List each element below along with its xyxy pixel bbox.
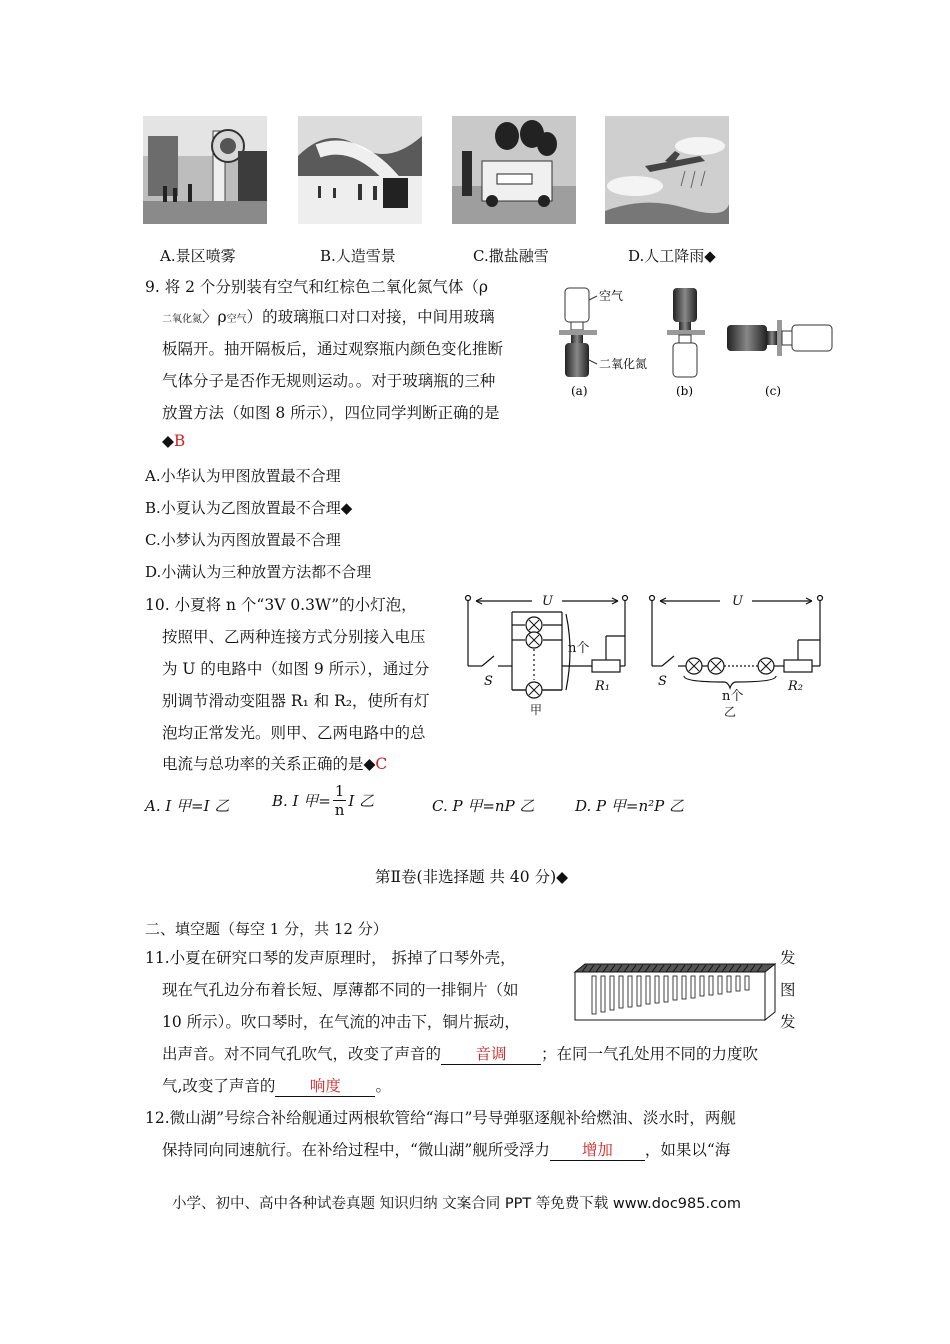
caption-d: D.人工降雨◆ (628, 247, 716, 265)
label-n-ge-jia: n个 (568, 641, 590, 656)
q11-blank-loudness: 响度 (275, 1074, 375, 1097)
fraction-denominator: n (334, 801, 345, 819)
q10-line-6 (162, 752, 387, 774)
rho-sub-air: 空气 (226, 314, 247, 325)
q11-line-1: 11.小夏在研究口琴的发声原理时， 拆掉了口琴外壳， (145, 949, 516, 967)
caption-b: B.人造雪景 (320, 247, 396, 265)
q11-right-1: 发 (780, 949, 796, 967)
label-s-jia: S (484, 674, 493, 689)
rho-sub-no2: 二氧化氮 (162, 314, 202, 325)
label-yi: 乙 (724, 705, 737, 718)
figure-9-circuits (462, 590, 832, 718)
label-u-jia: U (542, 594, 553, 609)
label-air: 空气 (599, 289, 624, 303)
q11-line-4-post: ；在同一气孔处用不同的力度吹 (541, 1045, 759, 1063)
label-no2: 二氧化氮 (599, 357, 648, 371)
q9-option-a: A.小华认为甲图放置最不合理 (145, 467, 341, 485)
panel-c: (c) (765, 384, 782, 398)
q10-option-a: A. I 甲=I 乙 (145, 797, 230, 815)
section2-title: 第Ⅱ卷(非选择题 共 40 分)◆ (375, 868, 569, 886)
q9-line-5: 放置方法（如图 8 所示），四位同学判断正确的是 (162, 404, 500, 422)
panel-b: (b) (676, 384, 694, 398)
photo-artificial-snow (298, 116, 422, 224)
label-n-ge-yi: n个 (722, 689, 744, 704)
q10-option-c: C. P 甲=nP 乙 (432, 797, 535, 815)
q11-line-5 (162, 1074, 391, 1097)
label-u-yi: U (732, 594, 743, 609)
q10-line-2: 按照甲、乙两种连接方式分别接入电压 (162, 628, 426, 646)
q12-line-2-post: ，如果以“海 (644, 1141, 731, 1159)
q11-blank-pitch: 音调 (441, 1042, 541, 1065)
q10-line-5: 泡均正常发光。则甲、乙两电路中的总 (162, 724, 426, 742)
q11-line-2: 现在气孔边分布着长短、厚薄都不同的一排铜片（如 (162, 981, 519, 999)
photo-scenic-spray (143, 116, 267, 224)
footer-text: 小学、初中、高中各种试卷真题 知识归纳 文案合同 PPT 等免费下载 www.doc985.com (172, 1196, 742, 1212)
q9-line-2 (162, 305, 495, 327)
q9-line-1: 9. 将 2 个分别装有空气和红棕色二氧化氮气体（ρ (145, 278, 489, 296)
q11-line-5-pre: 气,改变了声音的 (162, 1077, 276, 1095)
q10-option-b-suffix: I 乙 (348, 792, 375, 810)
label-r2: R₂ (788, 679, 803, 694)
photo-salt-snow-melting (452, 116, 576, 224)
q11-right-3: 发 (780, 1013, 796, 1031)
q10-option-d: D. P 甲=n²P 乙 (575, 797, 684, 815)
answer-marker: ◆ (162, 432, 174, 450)
fraction-numerator: 1 (334, 782, 345, 800)
q11-right-2: 图 (780, 981, 796, 999)
section2-heading: 二、填空题（每空 1 分，共 12 分） (145, 920, 388, 938)
q9-option-d: D.小满认为三种放置方法都不合理 (145, 563, 372, 581)
figure-8-bottles (555, 278, 840, 403)
figure-10-harmonica-reeds (570, 962, 778, 1022)
q9-line-2-text: ）的玻璃瓶口对口对接，中间用玻璃 (246, 308, 495, 326)
q9-answer-value: B (173, 432, 186, 450)
q10-line-1: 10. 小夏将 n 个“3V 0.3W”的小灯泡， (145, 596, 417, 614)
q11-line-4-pre: 出声音。对不同气孔吹气，改变了声音的 (162, 1045, 442, 1063)
q11-line-3: 10 所示）。吹口琴时，在气流的冲击下，铜片振动， (162, 1013, 520, 1031)
q10-line-3: 为 U 的电路中（如图 9 所示），通过分 (162, 660, 430, 678)
q10-line-4: 别调节滑动变阻器 R₁ 和 R₂，使所有灯 (162, 692, 430, 710)
rho-mid: 〉ρ (202, 308, 227, 326)
q11-line-4 (162, 1042, 758, 1065)
q10-option-b-prefix: B. I 甲= (272, 792, 331, 810)
caption-a: A.景区喷雾 (160, 247, 236, 265)
q10-option-b (272, 782, 374, 819)
q12-line-2 (162, 1138, 730, 1161)
label-s-yi: S (658, 674, 667, 689)
label-jia: 甲 (530, 703, 543, 717)
q9-line-3: 板隔开。抽开隔板后，通过观察瓶内颜色变化推断 (162, 340, 504, 358)
photo-artificial-rain (605, 116, 729, 224)
q9-line-4: 气体分子是否作无规则运动。。对于玻璃瓶的三种 (162, 372, 496, 390)
q11-line-5-post: 。 (375, 1077, 391, 1095)
label-r1: R₁ (595, 679, 610, 694)
q9-answer (162, 432, 185, 450)
q12-line-2-pre: 保持同向同速航行。在补给过程中，“微山湖”舰所受浮力 (162, 1141, 550, 1159)
caption-c: C.撒盐融雪 (473, 247, 549, 265)
q9-option-c: C.小梦认为丙图放置最不合理 (145, 531, 341, 549)
q10-line-6-text: 电流与总功率的关系正确的是◆ (162, 755, 376, 773)
panel-a: (a) (571, 384, 588, 398)
q10-answer-value: C (375, 755, 388, 773)
q9-option-b: B.小夏认为乙图放置最不合理◆ (145, 499, 353, 517)
q12-blank-buoyancy: 增加 (550, 1138, 645, 1161)
q12-line-1: 12.微山湖”号综合补给舰通过两根软管给“海口”号导弹驱逐舰补给燃油、淡水时，两舰 (145, 1109, 736, 1127)
